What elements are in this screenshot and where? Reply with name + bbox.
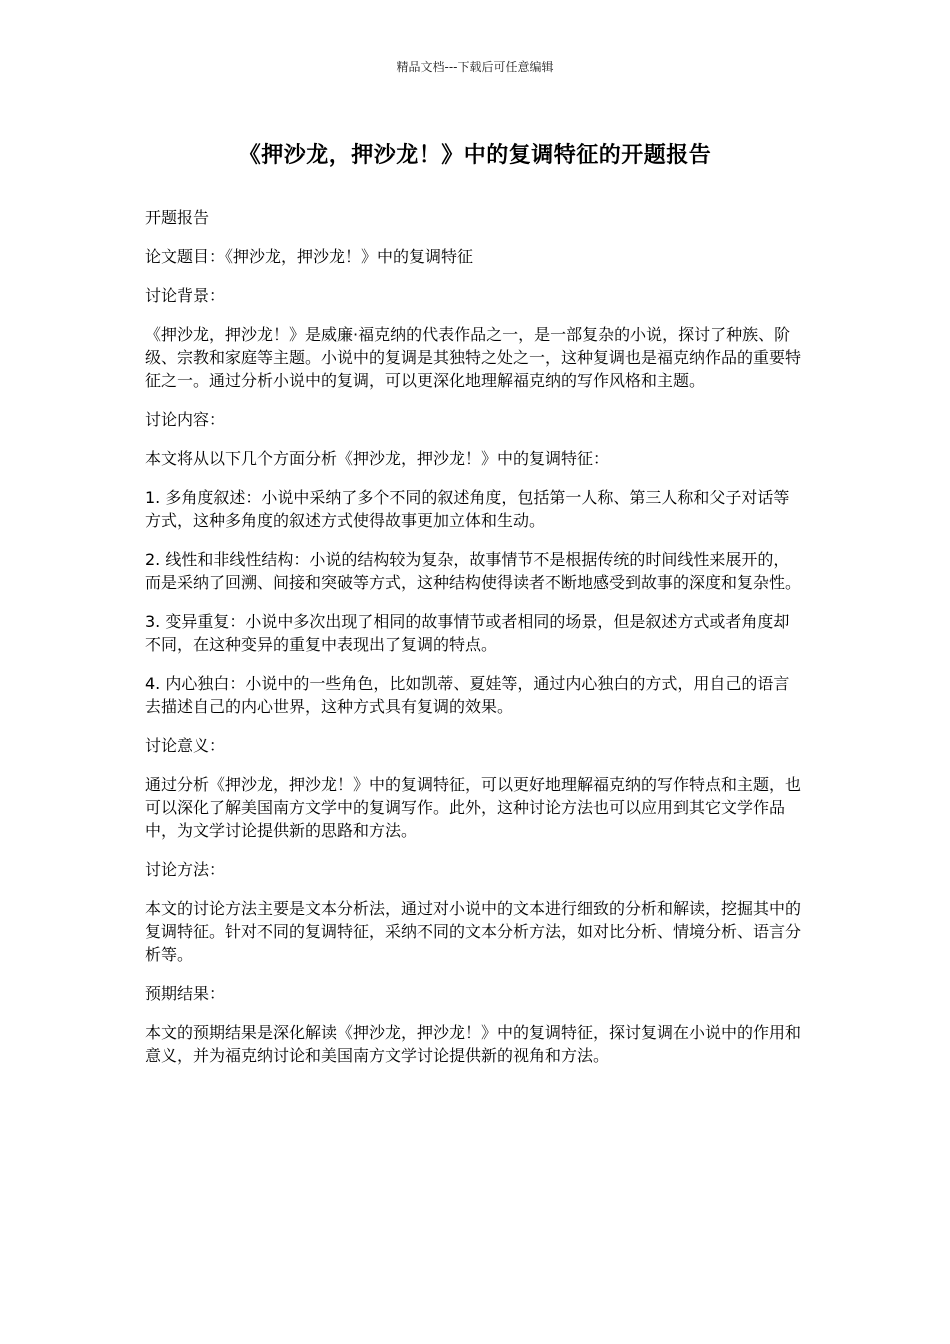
paragraph-significance: 通过分析《押沙龙，押沙龙！》中的复调特征，可以更好地理解福克纳的写作特点和主题，也可以深化了解美国南方文学中的复调写作。此外，这种讨论方法也可以应用到其它文学作品中，为文学讨论提供新的思路和方法。	[145, 775, 802, 840]
document-title: 《押沙龙，押沙龙！》中的复调特征的开题报告	[238, 143, 712, 168]
paragraph-thesis-title: 论文题目：《押沙龙，押沙龙！》中的复调特征	[145, 247, 474, 266]
header-note: 精品文档---下载后可任意编辑	[396, 60, 554, 74]
paragraph-expected-results: 本文的预期结果是深化解读《押沙龙，押沙龙！》中的复调特征，探讨复调在小说中的作用和意义，并为福克纳讨论和美国南方文学讨论提供新的视角和方法。	[145, 1023, 802, 1065]
heading-content: 讨论内容：	[145, 410, 226, 429]
heading-expected-results: 预期结果：	[145, 984, 226, 1003]
heading-background: 讨论背景：	[145, 286, 226, 305]
document-body	[145, 206, 805, 1083]
paragraph-method: 本文的讨论方法主要是文本分析法，通过对小说中的文本进行细致的分析和解读，挖掘其中的复调特征。针对不同的复调特征，采纳不同的文本分析方法，如对比分析、情境分析、语言分析等。	[145, 899, 802, 964]
list-item-2: 2. 线性和非线性结构：小说的结构较为复杂，故事情节不是根据传统的时间线性来展开的，而是采纳了回溯、间接和突破等方式，这种结构使得读者不断地感受到故事的深度和复杂性。	[145, 550, 802, 592]
paragraph-report-label: 开题报告	[145, 208, 210, 227]
heading-method: 讨论方法：	[145, 860, 226, 879]
list-item-4: 4. 内心独白：小说中的一些角色，比如凯蒂、夏娃等，通过内心独白的方式，用自己的语言去描述自己的内心世界，这种方式具有复调的效果。	[145, 674, 790, 716]
paragraph-background: 《押沙龙，押沙龙！》是威廉·福克纳的代表作品之一，是一部复杂的小说，探讨了种族、阶级、宗教和家庭等主题。小说中的复调是其独特之处之一，这种复调也是福克纳作品的重要特征之一。通过分析小说中的复调，可以更深化地理解福克纳的写作风格和主题。	[145, 325, 802, 390]
list-item-3: 3. 变异重复：小说中多次出现了相同的故事情节或者相同的场景，但是叙述方式或者角度却不同，在这种变异的重复中表现出了复调的特点。	[145, 612, 790, 654]
heading-significance: 讨论意义：	[145, 736, 226, 755]
paragraph-content-intro: 本文将从以下几个方面分析《押沙龙，押沙龙！》中的复调特征：	[145, 449, 610, 468]
list-item-1: 1. 多角度叙述：小说中采纳了多个不同的叙述角度，包括第一人称、第三人称和父子对话等方式，这种多角度的叙述方式使得故事更加立体和生动。	[145, 488, 790, 530]
